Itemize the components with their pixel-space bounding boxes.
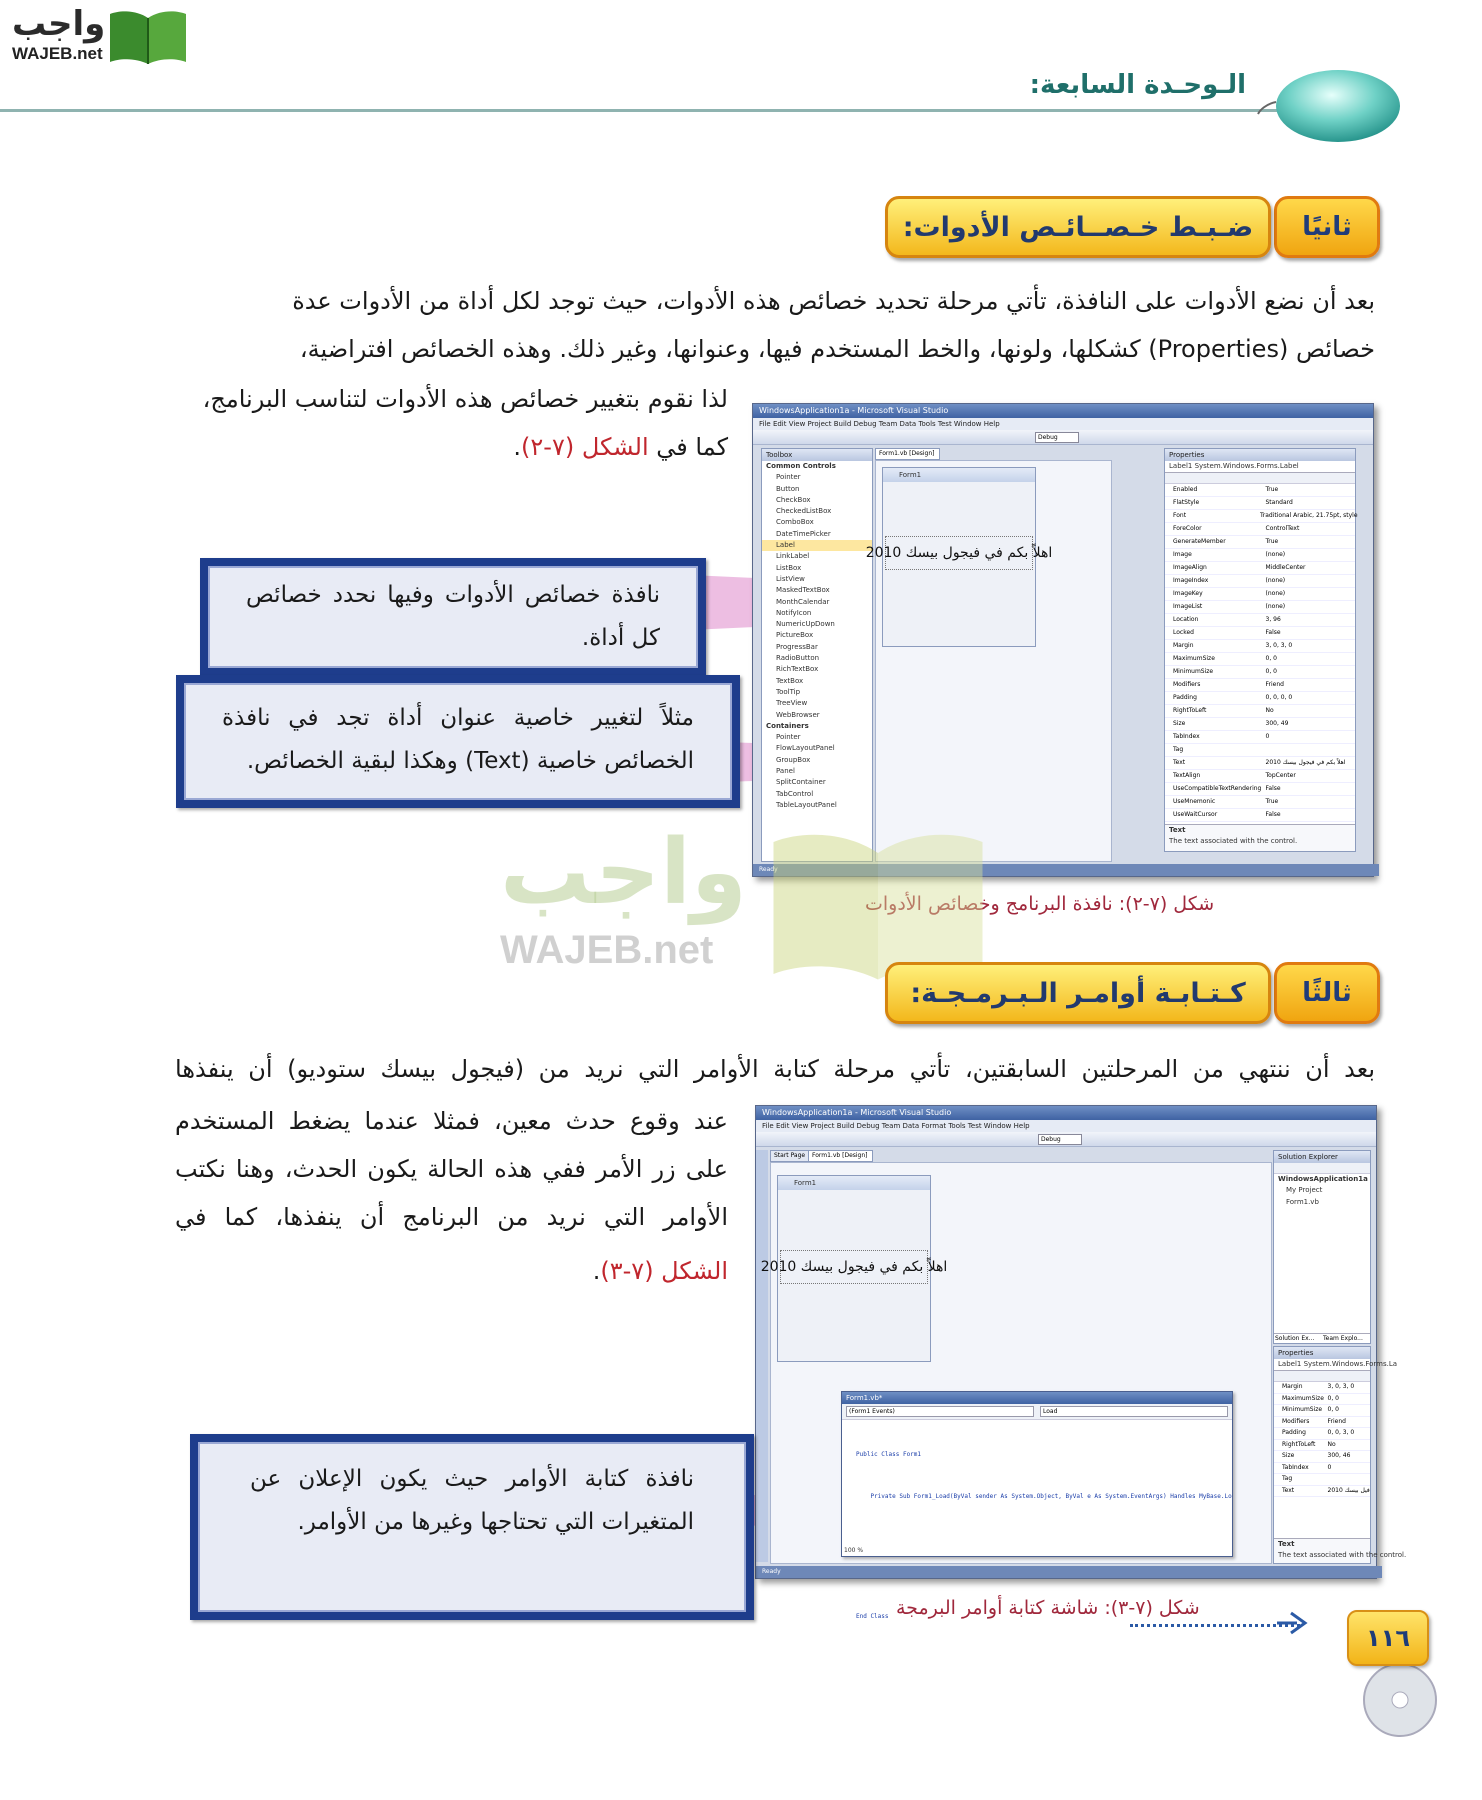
property-value: 3, 0, 3, 0 bbox=[1265, 642, 1293, 650]
property-row[interactable] bbox=[1165, 614, 1355, 627]
section-3-paragraph-line-1: بعد أن ننتهي من المرحلتين السابقتين، تأتي مرحلة كتابة الأوامر التي نريد من (فيجول بيسك ستوديو) أن ينفذها bbox=[175, 1055, 1375, 1083]
property-name: Text bbox=[1173, 759, 1186, 767]
property-value: 3, 0, 3, 0 bbox=[1327, 1383, 1355, 1391]
property-value: ControlText bbox=[1265, 525, 1300, 533]
toolbox-list bbox=[762, 461, 872, 811]
property-description-text: The text associated with the control. bbox=[1169, 837, 1298, 846]
property-value: No bbox=[1327, 1440, 1336, 1448]
property-value: (none) bbox=[1265, 603, 1286, 611]
properties-title: Properties bbox=[1274, 1347, 1370, 1359]
watermark-book-icon bbox=[766, 820, 990, 985]
section-3-paragraph-line-5 bbox=[175, 1247, 728, 1295]
property-row[interactable] bbox=[1274, 1486, 1370, 1498]
section-2-paragraph-line-2: خصائص (Properties) كشكلها، ولونها، والخط المستخدم فيها، وعنوانها، وغير ذلك. وهذه الخصائص افتراضية، bbox=[299, 335, 1375, 363]
properties-grid bbox=[1165, 484, 1358, 822]
toolbox-item[interactable]: Common Controls bbox=[766, 462, 836, 470]
logo-text-arabic: واجب bbox=[12, 4, 106, 44]
property-row[interactable] bbox=[1165, 809, 1355, 822]
toolbox-title: Toolbox bbox=[762, 449, 872, 461]
tab-start-page[interactable]: Start Page bbox=[770, 1150, 811, 1162]
property-value: False bbox=[1265, 811, 1281, 819]
toolbox-item[interactable]: Containers bbox=[766, 721, 809, 730]
property-name: UseWaitCursor bbox=[1173, 811, 1218, 819]
property-value: True bbox=[1265, 486, 1279, 494]
arrow-right-icon bbox=[1275, 1608, 1311, 1638]
property-row[interactable] bbox=[1274, 1463, 1370, 1475]
label1-control bbox=[865, 536, 1053, 570]
note-code-window-text: نافذة كتابة الأوامر حيث يكون الإعلان عن المتغيرات التي تحتاجها وغيرها من الأوامر. bbox=[198, 1442, 746, 1612]
property-row[interactable] bbox=[1165, 575, 1355, 588]
property-value: 0, 0, 0, 0 bbox=[1265, 694, 1293, 702]
property-row[interactable] bbox=[1274, 1394, 1370, 1406]
section-3-paragraph-line-2: عند وقوع حدث معين، فمثلا عندما يضغط المستخدم bbox=[175, 1107, 728, 1135]
note-text-property-text: مثلاً لتغيير خاصية عنوان أداة تجد في نافذة الخصائص خاصية (Text) وهكذا لبقية الخصائص. bbox=[184, 683, 732, 800]
property-value: 300, 46 bbox=[1327, 1452, 1351, 1460]
toolbox-item[interactable]: NotifyIcon bbox=[776, 608, 812, 617]
toolbox-item[interactable]: Button bbox=[776, 484, 800, 493]
toolbox-item[interactable]: Label bbox=[762, 540, 872, 551]
toolbox-item[interactable]: DateTimePicker bbox=[776, 529, 831, 538]
property-row[interactable] bbox=[1165, 718, 1355, 731]
section-3-paragraph-line-4: الأوامر التي نريد من البرنامج أن ينفذها، كما في bbox=[175, 1203, 728, 1231]
section-2-paragraph-line-4 bbox=[175, 423, 728, 471]
property-row[interactable] bbox=[1165, 679, 1355, 692]
property-row[interactable] bbox=[1274, 1382, 1370, 1394]
property-row[interactable] bbox=[1274, 1474, 1370, 1486]
property-row[interactable] bbox=[1165, 666, 1355, 679]
menu-bar: File Edit View Project Build Debug Team Data Format Tools Test Window Help bbox=[756, 1120, 1376, 1132]
figure-reference-7-2: الشكل (٧-٢) bbox=[521, 433, 649, 461]
form1-title: Form1 bbox=[778, 1176, 930, 1190]
toolbox-item[interactable]: TabControl bbox=[776, 789, 814, 798]
code-event-combo[interactable]: Load bbox=[1040, 1406, 1228, 1417]
toolbox-item[interactable]: Panel bbox=[776, 767, 795, 776]
property-name: MinimumSize bbox=[1282, 1406, 1323, 1414]
text-after-ref: . bbox=[513, 433, 521, 461]
label1-control bbox=[760, 1250, 948, 1284]
section-2-paragraph-line-3: لذا نقوم بتغيير خصائص هذه الأدوات لتناسب البرنامج، bbox=[202, 385, 728, 413]
code-tab: Form1.vb* bbox=[842, 1392, 1232, 1404]
property-name: Tag bbox=[1282, 1475, 1293, 1483]
toolbox-item[interactable]: NumericUpDown bbox=[776, 620, 835, 629]
property-row[interactable] bbox=[1274, 1451, 1370, 1463]
property-row[interactable] bbox=[1165, 523, 1355, 536]
property-description-title: Text bbox=[1278, 1540, 1295, 1548]
properties-grid bbox=[1274, 1382, 1370, 1497]
property-row[interactable] bbox=[1165, 731, 1355, 744]
caption-text: شاشة كتابة أوامر البرمجة bbox=[896, 1597, 1099, 1619]
figure-reference-7-3: الشكل (٧-٣) bbox=[600, 1257, 728, 1285]
unit-title: الـوحـدة السابعة: bbox=[1029, 70, 1246, 100]
property-value: (none) bbox=[1265, 551, 1286, 559]
solution-explorer-panel bbox=[1273, 1150, 1371, 1344]
toolbox-item[interactable]: CheckedListBox bbox=[776, 507, 832, 516]
property-row[interactable] bbox=[1165, 757, 1355, 770]
property-value: 0, 0 bbox=[1265, 668, 1277, 676]
toolbox-item[interactable]: Pointer bbox=[776, 473, 801, 482]
property-description-title: Text bbox=[1169, 826, 1186, 834]
property-row[interactable] bbox=[1165, 588, 1355, 601]
zoom-level: 100 % bbox=[844, 1547, 864, 1554]
property-name: FlatStyle bbox=[1173, 499, 1200, 507]
property-name: Size bbox=[1282, 1452, 1295, 1460]
code-line-1: Public Class Form1 bbox=[856, 1451, 922, 1458]
property-row[interactable] bbox=[1165, 549, 1355, 562]
property-value: اهلاً بكم في فيجول بيسك 2010 bbox=[1265, 759, 1346, 767]
caption-label: شكل (٧-٢): bbox=[1118, 893, 1215, 915]
property-name: GenerateMember bbox=[1173, 538, 1226, 546]
caption-label: شكل (٧-٣): bbox=[1104, 1597, 1200, 1619]
property-name: Location bbox=[1173, 616, 1199, 624]
note-properties-window bbox=[200, 558, 706, 676]
toolbox-item[interactable]: PictureBox bbox=[776, 631, 814, 640]
property-row[interactable] bbox=[1165, 497, 1355, 510]
property-row[interactable] bbox=[1165, 796, 1355, 809]
properties-title: Properties bbox=[1165, 449, 1355, 461]
toolbox-item[interactable]: GroupBox bbox=[776, 755, 811, 764]
property-value: No bbox=[1265, 707, 1274, 715]
section-2-title: ضـبـط خـصــائـص الأدوات: bbox=[885, 196, 1271, 258]
design-surface bbox=[865, 460, 1112, 862]
section-2-tag: ثانيًا bbox=[1274, 196, 1380, 258]
cd-disc-icon bbox=[1360, 1660, 1440, 1740]
window-title: WindowsApplication1a - Microsoft Visual Studio bbox=[756, 1106, 1376, 1120]
toolbox-item[interactable]: ProgressBar bbox=[776, 642, 818, 651]
property-name: MaximumSize bbox=[1173, 655, 1215, 663]
property-value: فيل بيسك 2010 bbox=[1327, 1486, 1370, 1494]
property-value: 0, 0 bbox=[1327, 1394, 1339, 1402]
property-name: UseMnemonic bbox=[1173, 798, 1216, 806]
toolbox-item[interactable]: ListBox bbox=[776, 563, 802, 572]
properties-panel bbox=[1273, 1346, 1407, 1564]
property-value: (none) bbox=[1265, 577, 1286, 585]
property-value: Friend bbox=[1327, 1417, 1346, 1425]
property-value: 0, 0 bbox=[1265, 655, 1277, 663]
property-name: Locked bbox=[1173, 629, 1194, 637]
properties-object: Label1 System.Windows.Forms.Label bbox=[1165, 461, 1355, 473]
property-name: UseCompatibleTextRendering bbox=[1173, 785, 1262, 793]
property-name: Modifiers bbox=[1282, 1417, 1310, 1425]
form-label-text: اهلاً بكم في فيجول بيسك 2010 bbox=[865, 545, 1053, 561]
property-name: Padding bbox=[1173, 694, 1197, 702]
property-row[interactable] bbox=[1165, 692, 1355, 705]
property-name: TextAlign bbox=[1173, 772, 1201, 780]
property-name: Tag bbox=[1173, 746, 1184, 754]
toolbox-item[interactable]: MonthCalendar bbox=[776, 597, 830, 606]
tab-form-design[interactable]: Form1.vb [Design] bbox=[808, 1150, 873, 1162]
property-row[interactable] bbox=[1274, 1405, 1370, 1417]
form1-title: Form1 bbox=[883, 468, 1035, 482]
property-row[interactable] bbox=[1165, 744, 1355, 757]
toolbox-item[interactable]: TableLayoutPanel bbox=[776, 800, 837, 809]
property-row[interactable] bbox=[1165, 484, 1355, 497]
toolbox-item[interactable]: RichTextBox bbox=[776, 665, 819, 674]
property-value: Friend bbox=[1265, 681, 1284, 689]
property-name: Font bbox=[1173, 512, 1187, 520]
property-value: Traditional Arabic, 21.75pt, style bbox=[1260, 512, 1358, 520]
solution-explorer-title: Solution Explorer bbox=[1274, 1151, 1370, 1163]
properties-panel bbox=[1164, 448, 1356, 852]
toolbox-item[interactable]: TextBox bbox=[776, 676, 804, 685]
property-value bbox=[1325, 1474, 1371, 1485]
toolbox-item[interactable]: Pointer bbox=[776, 733, 801, 742]
code-object-combo[interactable]: (Form1 Events) bbox=[846, 1406, 1034, 1417]
tab-team-explorer[interactable]: Team Explo... bbox=[1323, 1335, 1363, 1342]
property-row[interactable] bbox=[1165, 510, 1358, 523]
toolbox-item[interactable]: CheckBox bbox=[776, 495, 811, 504]
property-row[interactable] bbox=[1165, 627, 1355, 640]
toolbox-item[interactable]: ComboBox bbox=[776, 518, 814, 527]
property-value: 0 bbox=[1327, 1463, 1332, 1471]
computer-mouse-icon bbox=[1258, 64, 1404, 146]
property-row[interactable] bbox=[1165, 562, 1355, 575]
property-row[interactable] bbox=[1165, 653, 1355, 666]
tab-form-design: Form1.vb [Design] bbox=[875, 448, 940, 460]
solution-item[interactable]: Form1.vb bbox=[1286, 1197, 1319, 1206]
property-value: False bbox=[1265, 785, 1281, 793]
property-row[interactable] bbox=[1165, 601, 1355, 614]
toolbar bbox=[753, 430, 1373, 445]
property-row[interactable] bbox=[1165, 783, 1355, 796]
side-toolbox-strip bbox=[756, 1150, 768, 1562]
property-value: TopCenter bbox=[1265, 772, 1296, 780]
property-name: MaximumSize bbox=[1282, 1394, 1324, 1402]
property-row[interactable] bbox=[1165, 640, 1355, 653]
note-code-window bbox=[190, 1434, 754, 1620]
solution-item[interactable]: WindowsApplication1a bbox=[1278, 1175, 1368, 1183]
toolbox-item[interactable]: TreeView bbox=[776, 699, 808, 708]
property-row[interactable] bbox=[1274, 1440, 1370, 1452]
tab-solution-explorer[interactable]: Solution Ex... bbox=[1275, 1335, 1315, 1342]
property-value: MiddleCenter bbox=[1265, 564, 1306, 572]
property-value: (none) bbox=[1265, 590, 1286, 598]
logo-text-english: WAJEB.net bbox=[12, 44, 103, 63]
properties-toolbar bbox=[1165, 473, 1355, 484]
status-bar: Ready bbox=[753, 864, 1379, 876]
vs-properties-screenshot bbox=[752, 403, 1374, 877]
property-name: RightToLeft bbox=[1173, 707, 1207, 715]
property-description-text: The text associated with the control. bbox=[1278, 1551, 1407, 1560]
property-row[interactable] bbox=[1274, 1428, 1370, 1440]
solution-item[interactable]: My Project bbox=[1286, 1186, 1323, 1195]
toolbox-item[interactable]: WebBrowser bbox=[776, 710, 820, 719]
note-text-property bbox=[176, 675, 740, 808]
note-properties-window-text: نافذة خصائص الأدوات وفيها نحدد خصائص كل أداة. bbox=[208, 566, 698, 668]
toolbox-item[interactable]: LinkLabel bbox=[776, 552, 810, 561]
book-logo-icon bbox=[108, 6, 188, 66]
form1-window bbox=[865, 467, 1053, 647]
section-2-paragraph-line-1: بعد أن نضع الأدوات على النافذة، تأتي مرحلة تحديد خصائص هذه الأدوات، حيث توجد لكل أداة من الأدوات عدة bbox=[292, 287, 1375, 315]
code-line-2: Private Sub Form1_Load(ByVal sender As System.Object, ByVal e As System.EventArgs) Handles MyBase.Lo bbox=[856, 1493, 1232, 1500]
property-value: 0, 0, 3, 0 bbox=[1327, 1429, 1355, 1437]
property-name: ForeColor bbox=[1173, 525, 1202, 533]
property-name: Text bbox=[1282, 1486, 1295, 1494]
toolbox-item[interactable]: MaskedTextBox bbox=[776, 586, 830, 595]
property-name: Size bbox=[1173, 720, 1186, 728]
property-name: RightToLeft bbox=[1282, 1440, 1316, 1448]
menu-bar: File Edit View Project Build Debug Team Data Tools Test Window Help bbox=[753, 418, 1373, 430]
property-row[interactable] bbox=[1165, 705, 1355, 718]
watermark-arabic: واجب bbox=[500, 820, 747, 925]
property-value: True bbox=[1265, 798, 1279, 806]
section-3-title: كـتـابـة أوامـر الـبـرمـجـة: bbox=[885, 962, 1271, 1024]
property-name: MinimumSize bbox=[1173, 668, 1214, 676]
caption-text: نافذة البرنامج وخصائص الأدوات bbox=[865, 893, 1113, 915]
text-before-ref: كما في bbox=[656, 433, 728, 461]
section-3-paragraph-line-3: على زر الأمر ففي هذه الحالة يكون الحدث، وهنا نكتب bbox=[175, 1155, 728, 1183]
property-name: Margin bbox=[1173, 642, 1194, 650]
property-name: TabIndex bbox=[1282, 1463, 1309, 1471]
toolbox-item[interactable]: FlowLayoutPanel bbox=[776, 744, 835, 753]
form1-window bbox=[760, 1175, 948, 1362]
figure-7-3-caption bbox=[896, 1597, 1200, 1619]
header-rule bbox=[0, 109, 1325, 112]
page-number: ١١٦ bbox=[1347, 1610, 1429, 1666]
property-name: Padding bbox=[1282, 1429, 1306, 1437]
status-bar: Ready bbox=[756, 1566, 1382, 1578]
toolbox-panel bbox=[761, 448, 873, 862]
property-name: Modifiers bbox=[1173, 681, 1201, 689]
properties-object: Label1 System.Windows.Forms.La bbox=[1274, 1359, 1370, 1371]
property-row[interactable] bbox=[1165, 536, 1355, 549]
property-value: 0 bbox=[1265, 733, 1270, 741]
property-value: 0, 0 bbox=[1327, 1406, 1339, 1414]
property-value: 3, 96 bbox=[1265, 616, 1281, 624]
toolbox-item[interactable]: ListView bbox=[776, 574, 805, 583]
toolbox-item[interactable]: ToolTip bbox=[776, 687, 801, 696]
code-line-4: End Class bbox=[856, 1613, 889, 1620]
property-value bbox=[1263, 744, 1356, 756]
form-label-text: اهلاً بكم في فيجول بيسك 2010 bbox=[760, 1259, 948, 1275]
property-name: Margin bbox=[1282, 1383, 1303, 1391]
property-row[interactable] bbox=[1165, 770, 1355, 783]
property-name: Enabled bbox=[1173, 486, 1198, 494]
toolbox-item[interactable]: SplitContainer bbox=[776, 778, 826, 787]
window-title: WindowsApplication1a - Microsoft Visual Studio bbox=[753, 404, 1373, 418]
property-value: True bbox=[1265, 538, 1279, 546]
debug-combo: Debug bbox=[1035, 432, 1079, 443]
toolbar bbox=[756, 1132, 1376, 1147]
property-value: False bbox=[1265, 629, 1281, 637]
property-value: Standard bbox=[1265, 499, 1293, 507]
debug-combo: Debug bbox=[1038, 1134, 1082, 1145]
property-name: ImageKey bbox=[1173, 590, 1203, 598]
property-name: ImageAlign bbox=[1173, 564, 1207, 572]
watermark-english: WAJEB.net bbox=[500, 928, 714, 972]
toolbox-item[interactable]: RadioButton bbox=[776, 654, 820, 663]
property-name: ImageList bbox=[1173, 603, 1203, 611]
property-name: ImageIndex bbox=[1173, 577, 1209, 585]
section-3-tag: ثالثًا bbox=[1274, 962, 1380, 1024]
text-after-ref: . bbox=[592, 1257, 601, 1285]
property-value: 300, 49 bbox=[1265, 720, 1289, 728]
property-name: TabIndex bbox=[1173, 733, 1200, 741]
property-name: Image bbox=[1173, 551, 1192, 559]
property-row[interactable] bbox=[1274, 1417, 1370, 1429]
